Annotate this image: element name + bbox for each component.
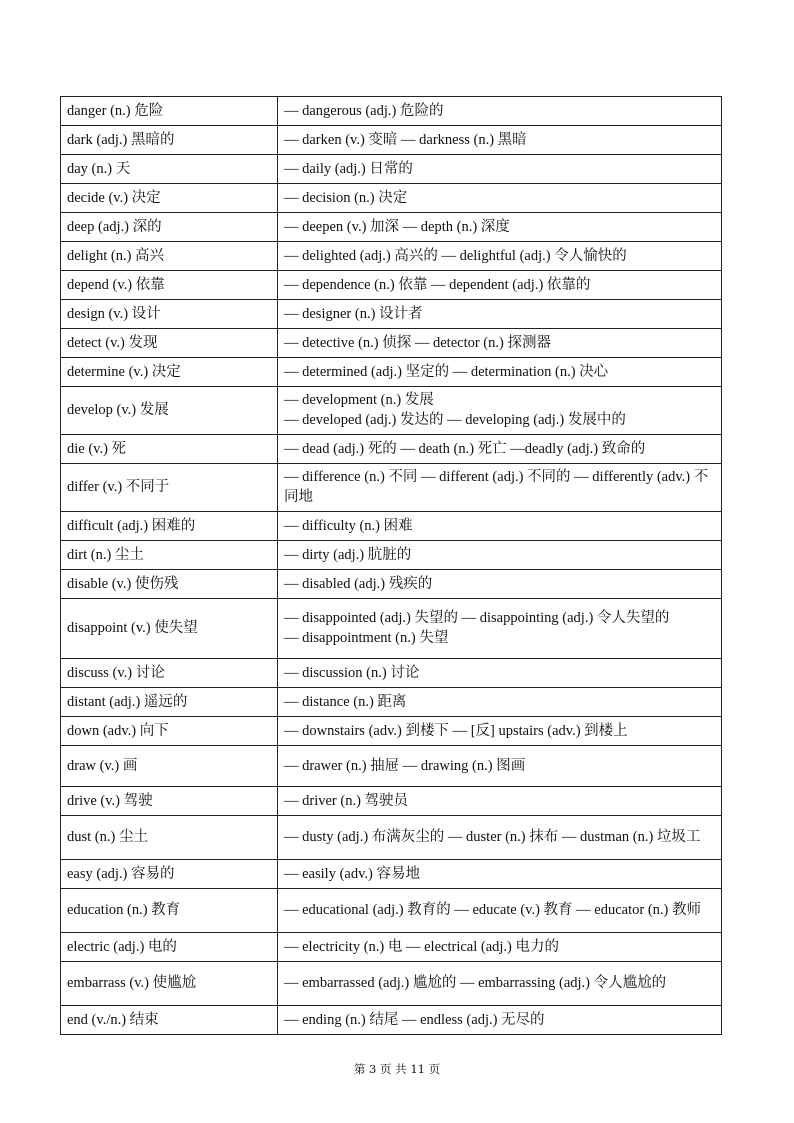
table-row xyxy=(61,717,722,746)
derived-words-cell xyxy=(278,184,722,213)
derived-word-line: — dead (adj.) 死的 — death (n.) 死亡 —deadly (adj.) 致命的 xyxy=(284,440,646,457)
derived-word-line: — difference (n.) 不同 — different (adj.) 不同的 — differently (adv.) 不同地 xyxy=(284,469,709,505)
page-footer: 第 3 页 共 11 页 xyxy=(353,1062,441,1076)
derived-word-line: — easily (adv.) 容易地 xyxy=(284,865,420,882)
vocabulary-table xyxy=(60,96,722,1035)
derived-words-cell xyxy=(278,512,722,541)
table-row xyxy=(61,570,722,599)
table-row xyxy=(61,358,722,387)
derived-word-line: — development (n.) 发展 xyxy=(284,392,434,408)
derived-word-line: — daily (adj.) 日常的 xyxy=(284,160,413,177)
table-row xyxy=(61,126,722,155)
derived-word-line: — driver (n.) 驾驶员 xyxy=(284,792,409,809)
derived-words-cell xyxy=(278,242,722,271)
derived-words-cell xyxy=(278,860,722,889)
headword-cell: design (v.) 设计 xyxy=(61,300,278,329)
table-row xyxy=(61,659,722,688)
derived-word-line: — downstairs (adv.) 到楼下 — [反] upstairs (adv.) 到楼上 xyxy=(284,722,628,739)
derived-words-cell xyxy=(278,746,722,787)
table-row xyxy=(61,746,722,787)
derived-words-cell xyxy=(278,688,722,717)
derived-words-cell xyxy=(278,599,722,659)
derived-words-cell xyxy=(278,300,722,329)
derived-words-cell xyxy=(278,97,722,126)
table-row xyxy=(61,889,722,933)
derived-word-line: — determined (adj.) 坚定的 — determination (n.) 决心 xyxy=(284,363,609,380)
derived-words-cell xyxy=(278,541,722,570)
derived-words-cell xyxy=(278,933,722,962)
headword-cell: embarrass (v.) 使尴尬 xyxy=(61,962,278,1006)
headword-cell: electric (adj.) 电的 xyxy=(61,933,278,962)
derived-word-line: — designer (n.) 设计者 xyxy=(284,305,423,322)
table-row xyxy=(61,300,722,329)
derived-word-line: — embarrassed (adj.) 尴尬的 — embarrassing (adj.) 令人尴尬的 xyxy=(284,975,667,991)
headword-cell: difficult (adj.) 困难的 xyxy=(61,512,278,541)
derived-word-line: — delighted (adj.) 高兴的 — delightful (adj.) 令人愉快的 xyxy=(284,247,627,264)
derived-word-line: — ending (n.) 结尾 — endless (adj.) 无尽的 xyxy=(284,1011,545,1028)
headword-cell: day (n.) 天 xyxy=(61,155,278,184)
derived-word-line: — distance (n.) 距离 xyxy=(284,693,407,710)
derived-word-line: — dusty (adj.) 布满灰尘的 — duster (n.) 抹布 — dustman (n.) 垃圾工 xyxy=(284,829,701,845)
derived-words-cell xyxy=(278,155,722,184)
table-row xyxy=(61,933,722,962)
table-row xyxy=(61,541,722,570)
derived-words-cell xyxy=(278,271,722,300)
table-row xyxy=(61,184,722,213)
headword-cell: drive (v.) 驾驶 xyxy=(61,787,278,816)
derived-words-cell xyxy=(278,358,722,387)
derived-words-cell xyxy=(278,717,722,746)
table-row xyxy=(61,599,722,659)
table-row xyxy=(61,512,722,541)
headword-cell: determine (v.) 决定 xyxy=(61,358,278,387)
headword-cell: dirt (n.) 尘土 xyxy=(61,541,278,570)
headword-cell: deep (adj.) 深的 xyxy=(61,213,278,242)
derived-words-cell xyxy=(278,816,722,860)
derived-word-line: — darken (v.) 变暗 — darkness (n.) 黑暗 xyxy=(284,131,527,148)
headword-cell: education (n.) 教育 xyxy=(61,889,278,933)
headword-cell: develop (v.) 发展 xyxy=(61,387,278,435)
table-row xyxy=(61,97,722,126)
headword-cell: end (v./n.) 结束 xyxy=(61,1006,278,1035)
table-row xyxy=(61,329,722,358)
derived-words-cell xyxy=(278,464,722,512)
derived-word-line: — educational (adj.) 教育的 — educate (v.) 教育 — educator (n.) 教师 xyxy=(284,902,702,918)
table-row xyxy=(61,816,722,860)
derived-word-line: — drawer (n.) 抽屉 — drawing (n.) 图画 xyxy=(284,757,526,774)
table-row xyxy=(61,271,722,300)
headword-cell: detect (v.) 发现 xyxy=(61,329,278,358)
derived-word-line: — dependence (n.) 依靠 — dependent (adj.) 依靠的 xyxy=(284,276,591,293)
headword-cell: decide (v.) 决定 xyxy=(61,184,278,213)
table-row xyxy=(61,387,722,435)
derived-word-line: — detective (n.) 侦探 — detector (n.) 探测器 xyxy=(284,334,551,351)
vocabulary-table-body xyxy=(61,97,722,1035)
headword-cell: depend (v.) 依靠 xyxy=(61,271,278,300)
table-row xyxy=(61,962,722,1006)
derived-word-line: — deepen (v.) 加深 — depth (n.) 深度 xyxy=(284,218,510,235)
headword-cell: distant (adj.) 遥远的 xyxy=(61,688,278,717)
derived-words-cell xyxy=(278,787,722,816)
derived-word-line: — dirty (adj.) 肮脏的 xyxy=(284,546,412,563)
table-row xyxy=(61,242,722,271)
derived-words-cell xyxy=(278,387,722,435)
headword-cell: differ (v.) 不同于 xyxy=(61,464,278,512)
headword-cell: danger (n.) 危险 xyxy=(61,97,278,126)
derived-word-line: — disabled (adj.) 残疾的 xyxy=(284,575,433,592)
derived-words-cell xyxy=(278,570,722,599)
derived-words-cell xyxy=(278,659,722,688)
derived-word-line: — discussion (n.) 讨论 xyxy=(284,664,420,681)
headword-cell: die (v.) 死 xyxy=(61,435,278,464)
table-row xyxy=(61,435,722,464)
headword-cell: draw (v.) 画 xyxy=(61,746,278,787)
table-row xyxy=(61,464,722,512)
derived-words-cell xyxy=(278,962,722,1006)
derived-word-line: — decision (n.) 决定 xyxy=(284,189,408,206)
table-row xyxy=(61,787,722,816)
table-row xyxy=(61,860,722,889)
derived-words-cell xyxy=(278,126,722,155)
derived-word-line: — difficulty (n.) 困难 xyxy=(284,517,413,534)
derived-word-line: — disappointed (adj.) 失望的 — disappointing (adj.) 令人失望的 xyxy=(284,610,670,626)
headword-cell: down (adv.) 向下 xyxy=(61,717,278,746)
derived-words-cell xyxy=(278,329,722,358)
derived-word-line: — electricity (n.) 电 — electrical (adj.) 电力的 xyxy=(284,938,559,955)
table-row xyxy=(61,1006,722,1035)
headword-cell: easy (adj.) 容易的 xyxy=(61,860,278,889)
headword-cell: dark (adj.) 黑暗的 xyxy=(61,126,278,155)
derived-words-cell xyxy=(278,1006,722,1035)
derived-words-cell xyxy=(278,213,722,242)
derived-word-line: — developed (adj.) 发达的 — developing (adj.) 发展中的 xyxy=(284,412,626,428)
derived-words-cell xyxy=(278,435,722,464)
derived-words-cell xyxy=(278,889,722,933)
table-row xyxy=(61,155,722,184)
headword-cell: disappoint (v.) 使失望 xyxy=(61,599,278,659)
headword-cell: dust (n.) 尘土 xyxy=(61,816,278,860)
table-row xyxy=(61,688,722,717)
headword-cell: delight (n.) 高兴 xyxy=(61,242,278,271)
derived-word-line: — dangerous (adj.) 危险的 xyxy=(284,102,444,119)
headword-cell: disable (v.) 使伤残 xyxy=(61,570,278,599)
headword-cell: discuss (v.) 讨论 xyxy=(61,659,278,688)
table-row xyxy=(61,213,722,242)
derived-word-line: — disappointment (n.) 失望 xyxy=(284,630,449,646)
